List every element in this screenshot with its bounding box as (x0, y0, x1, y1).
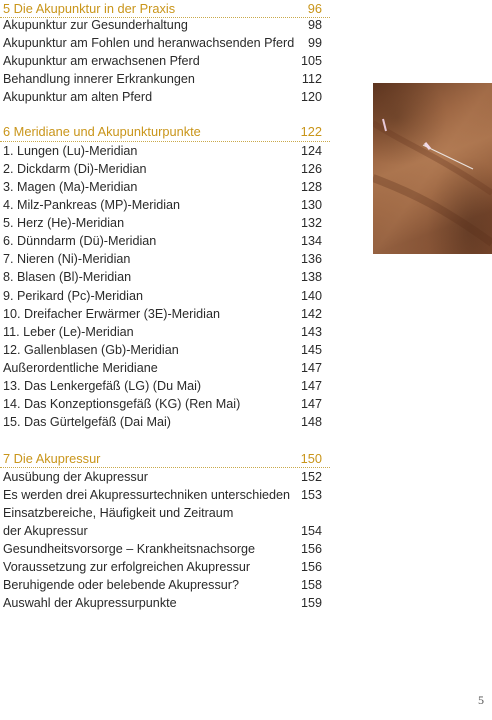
entry-title: Gesundheitsvorsorge – Krankheitsnachsorge (3, 542, 256, 556)
entry-title: 13. Das Lenkergefäß (LG) (Du Mai) (3, 379, 202, 393)
acupuncture-needle-photo (373, 83, 492, 254)
entry-title: 9. Perikard (Pc)-Meridian (3, 289, 143, 303)
entry-page: 99 (307, 36, 322, 50)
toc-entry[interactable] (0, 377, 330, 395)
section-title: 5 Die Akupunktur in der Praxis (3, 1, 176, 16)
entry-title: 15. Das Gürtelgefäß (Dai Mai) (3, 415, 171, 429)
entry-page: 128 (300, 180, 322, 194)
entry-title: Akupunktur am erwachsenen Pferd (3, 54, 200, 68)
entry-title: Auswahl der Akupressurpunkte (3, 596, 177, 610)
toc-entry[interactable] (0, 287, 330, 305)
toc-entry[interactable] (0, 268, 330, 286)
entry-title: 1. Lungen (Lu)-Meridian (3, 144, 138, 158)
entry-page: 98 (307, 18, 322, 32)
entry-page: 126 (300, 162, 322, 176)
entry-page: 143 (300, 325, 322, 339)
toc-entry[interactable] (0, 522, 330, 540)
toc-entry[interactable] (0, 16, 330, 34)
toc-entry[interactable] (0, 468, 330, 486)
entry-title: 6. Dünndarm (Dü)-Meridian (3, 234, 157, 248)
toc-entry[interactable] (0, 504, 330, 522)
toc-entry[interactable] (0, 540, 330, 558)
toc-entry[interactable] (0, 323, 330, 341)
toc-entry[interactable] (0, 395, 330, 413)
entry-page: 140 (300, 289, 322, 303)
entry-title: 12. Gallenblasen (Gb)-Meridian (3, 343, 179, 357)
section-title: 6 Meridiane und Akupunkturpunkte (3, 124, 201, 139)
toc-entry[interactable] (0, 70, 330, 88)
section-heading-6[interactable] (0, 123, 330, 141)
entry-page: 130 (300, 198, 322, 212)
entry-page: 156 (300, 560, 322, 574)
entry-title: Außerordentliche Meridiane (3, 361, 158, 375)
section-page: 96 (307, 1, 322, 16)
entry-page: 134 (300, 234, 322, 248)
entry-page: 152 (300, 470, 322, 484)
entry-title: Ausübung der Akupressur (3, 470, 148, 484)
entry-title: Akupunktur zur Gesunderhaltung (3, 18, 188, 32)
entry-title: Akupunktur am alten Pferd (3, 90, 153, 104)
entry-title: Es werden drei Akupressurtechniken unterschieden (3, 488, 291, 502)
toc-entry[interactable] (0, 558, 330, 576)
section-page: 150 (300, 451, 322, 466)
entry-title: Akupunktur am Fohlen und heranwachsenden Pferd (3, 36, 295, 50)
entry-title: Beruhigende oder belebende Akupressur? (3, 578, 239, 592)
section-heading-7[interactable] (0, 450, 330, 468)
entry-title: 2. Dickdarm (Di)-Meridian (3, 162, 147, 176)
toc-entry[interactable] (0, 232, 330, 250)
needle-illustration (373, 83, 492, 254)
entry-title: der Akupressur (3, 524, 88, 538)
entry-title: 7. Nieren (Ni)-Meridian (3, 252, 131, 266)
entry-page: 147 (300, 397, 322, 411)
toc-entry[interactable] (0, 359, 330, 377)
entry-title: Voraussetzung zur erfolgreichen Akupressur (3, 560, 251, 574)
entry-title: 4. Milz-Pankreas (MP)-Meridian (3, 198, 181, 212)
entry-page: 153 (300, 488, 322, 502)
section-title: 7 Die Akupressur (3, 451, 101, 466)
entry-page: 105 (300, 54, 322, 68)
entry-page: 156 (300, 542, 322, 556)
entry-title: Einsatzbereiche, Häufigkeit und Zeitraum (3, 506, 234, 520)
toc-entry[interactable] (0, 160, 330, 178)
entry-page: 120 (300, 90, 322, 104)
entry-page: 136 (300, 252, 322, 266)
toc-entry[interactable] (0, 196, 330, 214)
toc-entry[interactable] (0, 178, 330, 196)
toc-entry[interactable] (0, 250, 330, 268)
entry-title: 3. Magen (Ma)-Meridian (3, 180, 138, 194)
toc-entry[interactable] (0, 413, 330, 431)
toc-entry[interactable] (0, 305, 330, 323)
entry-page: 159 (300, 596, 322, 610)
entry-title: 10. Dreifacher Erwärmer (3E)-Meridian (3, 307, 220, 321)
toc-entry[interactable] (0, 576, 330, 594)
toc-entry[interactable] (0, 142, 330, 160)
entry-page: 154 (300, 524, 322, 538)
entry-page: 145 (300, 343, 322, 357)
toc-entry[interactable] (0, 88, 330, 106)
entry-page: 148 (300, 415, 322, 429)
toc-entry[interactable] (0, 34, 330, 52)
section-page: 122 (300, 124, 322, 139)
entry-page: 142 (300, 307, 322, 321)
toc-entry[interactable] (0, 214, 330, 232)
entry-page: 147 (300, 379, 322, 393)
entry-page: 132 (300, 216, 322, 230)
entry-page: 147 (300, 361, 322, 375)
toc-entry[interactable] (0, 341, 330, 359)
toc-entry[interactable] (0, 486, 330, 504)
entry-page: 138 (300, 270, 322, 284)
entry-title: 8. Blasen (Bl)-Meridian (3, 270, 132, 284)
entry-page: 158 (300, 578, 322, 592)
entry-title: Behandlung innerer Erkrankungen (3, 72, 195, 86)
entry-title: 11. Leber (Le)-Meridian (3, 325, 134, 339)
entry-title: 5. Herz (He)-Meridian (3, 216, 125, 230)
page-number: 5 (478, 693, 484, 707)
entry-page: 112 (301, 72, 322, 86)
toc-entry[interactable] (0, 594, 330, 612)
entry-page: 124 (300, 144, 322, 158)
toc-entry[interactable] (0, 52, 330, 70)
entry-title: 14. Das Konzeptionsgefäß (KG) (Ren Mai) (3, 397, 241, 411)
